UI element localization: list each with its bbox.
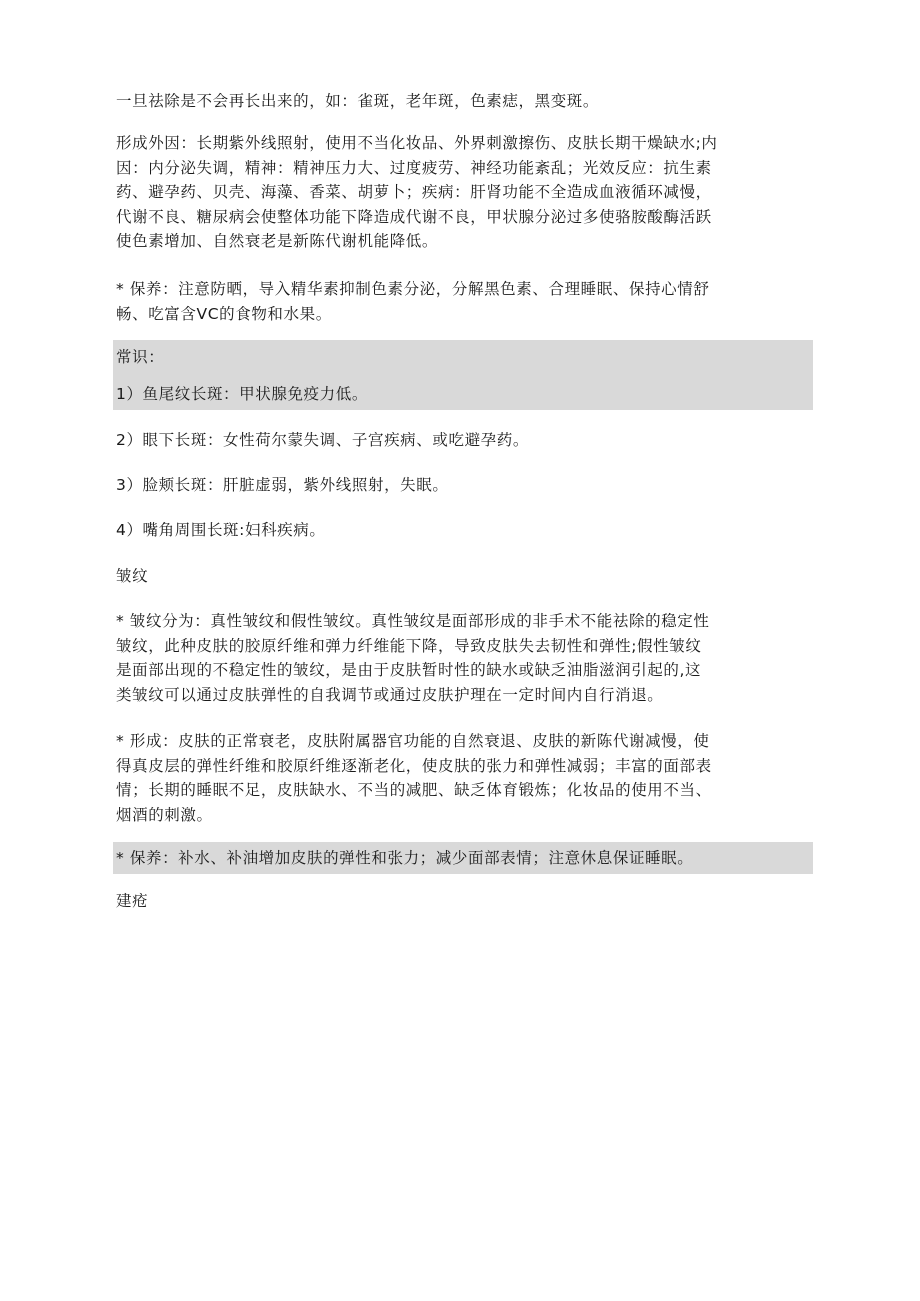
text-line: 皱纹，此种皮肤的胶原纤维和弹力纤维能下降，导致皮肤失去韧性和弹性;假性皱纹 — [116, 636, 702, 655]
heading-knowledge — [116, 345, 812, 370]
text-line: 因：内分泌失调，精神：精神压力大、过度疲劳、神经功能紊乱；光效反应：抗生素 — [116, 158, 712, 177]
text-line: 建疮 — [116, 892, 149, 910]
text-line: 常识： — [116, 348, 165, 366]
list-item-1 — [116, 382, 812, 407]
text-line: * 保养：补水、补油增加皮肤的弹性和张力；减少面部表情；注意休息保证睡眠。 — [116, 849, 694, 867]
text-line: 使色素增加、自然衰老是新陈代谢机能降低。 — [116, 232, 439, 250]
text-line: 代谢不良、糖尿病会使整体功能下降造成代谢不良，甲状腺分泌过多使骆胺酸酶活跃 — [116, 207, 712, 226]
text-line: 一旦祛除是不会再长出来的，如：雀斑，老年斑，色素痣，黑变斑。 — [116, 92, 600, 110]
text-line: 情；长期的睡眠不足，皮肤缺水、不当的减肥、缺乏体育锻炼；化妆品的使用不当、 — [116, 781, 712, 799]
text-line: 4）嘴角周围长斑:妇科疾病。 — [116, 521, 326, 539]
list-item-4 — [116, 518, 812, 543]
text-line: 药、避孕药、贝壳、海藻、香菜、胡萝卜；疾病：肝肾功能不全造成血液循环减慢， — [116, 183, 712, 201]
text-line: 是面部出现的不稳定性的皱纹，是由于皮肤暂时性的缺水或缺乏油脂滋润引起的,这 — [116, 661, 702, 679]
paragraph-care-spots — [116, 277, 812, 326]
paragraph-care-wrinkles — [116, 846, 812, 871]
text-line: * 皱纹分为：真性皱纹和假性皱纹。真性皱纹是面部形成的非手术不能祛除的稳定性 — [116, 612, 710, 630]
text-line: 烟酒的刺激。 — [116, 805, 213, 824]
heading-acne — [116, 889, 812, 914]
text-line: * 保养：注意防晒，导入精华素抑制色素分泌，分解黑色素、合理睡眠、保持心情舒 — [116, 280, 710, 298]
text-line: 形成外因：长期紫外线照射，使用不当化妆品、外界刺激擦伤、皮肤长期干燥缺水;内 — [116, 134, 718, 152]
paragraph-causes — [116, 131, 812, 254]
text-line: 类皱纹可以通过皮肤弹性的自我调节或通过皮肤护理在一定时间内自行消退。 — [116, 685, 664, 704]
list-item-2 — [116, 428, 812, 453]
text-line: 1）鱼尾纹长斑：甲状腺免疫力低。 — [116, 385, 368, 403]
text-line: 3）脸颊长斑：肝脏虚弱，紫外线照射，失眠。 — [116, 476, 449, 494]
text-line: 畅、吃富含VC的食物和水果。 — [116, 304, 332, 323]
paragraph-wrinkle-formation — [116, 729, 812, 827]
heading-wrinkles — [116, 564, 812, 589]
list-item-3 — [116, 473, 812, 498]
text-line: 皱纹 — [116, 567, 149, 585]
text-line: 2）眼下长斑：女性荷尔蒙失调、子宫疾病、或吃避孕药。 — [116, 431, 529, 449]
paragraph-wrinkle-types — [116, 609, 812, 707]
text-line: * 形成：皮肤的正常衰老，皮肤附属器官功能的自然衰退、皮肤的新陈代谢减慢，使 — [116, 732, 710, 750]
paragraph-removal-note — [116, 89, 812, 114]
text-line: 得真皮层的弹性纤维和胶原纤维逐渐老化，使皮肤的张力和弹性减弱；丰富的面部表 — [116, 756, 712, 775]
